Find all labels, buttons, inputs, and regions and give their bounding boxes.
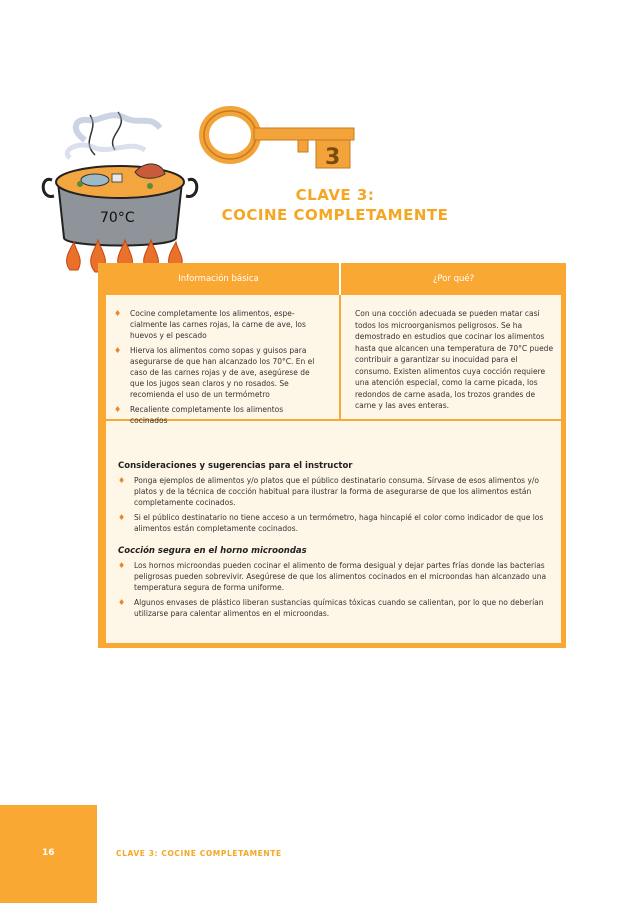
list-item: ♦ Hierva los alimentos como sopas y guisos para asegurarse de que han alcanzado los 70°C. En el caso de las carnes rojas y de ave, asegúrese de que los jugos sean claros y no rosados. Se recomienda el uso de un termómetro — [114, 346, 315, 399]
diamond-bullet-icon: ♦ — [118, 561, 126, 570]
footer-label: CLAVE 3: COCINE COMPLETAMENTE — [116, 849, 282, 858]
list-item: ♦ Algunos envases de plástico liberan sustancias químicas tóxicas cuando se calientan, por lo que no deberían utilizarse para calentar alimentos en el microondas. — [118, 598, 544, 618]
list-item: ♦ Los hornos microondas pueden cocinar el alimento de forma desigual y dejar partes frías donde las bacterias peligrosas pueden sobrevivir. Asegúrese de que los alimentos cocinados en el microondas han alcanzado una temperatura segura de forma uniforme. — [118, 561, 547, 592]
title-line-1: CLAVE 3: — [295, 186, 375, 204]
diamond-bullet-icon: ♦ — [114, 405, 122, 414]
key-icon — [198, 100, 363, 170]
diamond-bullet-icon: ♦ — [118, 598, 126, 607]
diamond-bullet-icon: ♦ — [114, 309, 122, 318]
list-item: ♦ Si el público destinatario no tiene acceso a un termómetro, haga hincapié el color como indicador de que los alimentos están completamente cocinados. — [118, 513, 544, 533]
diamond-bullet-icon: ♦ — [118, 513, 126, 522]
considerations-title: Consideraciones y sugerencias para el instructor — [118, 461, 353, 471]
basic-info-list — [114, 308, 322, 430]
list-item: ♦ Recaliente completamente los alimentos cocinados — [114, 405, 284, 425]
title-line-2: COCINE COMPLETAMENTE — [221, 206, 449, 224]
diamond-bullet-icon: ♦ — [118, 476, 126, 485]
cooking-pot-icon — [40, 110, 200, 280]
key-number: 3 — [325, 145, 341, 170]
header-por-que: ¿Por qué? — [432, 274, 475, 284]
microwave-title: Cocción segura en el horno microondas — [118, 546, 307, 556]
microwave-list — [118, 560, 550, 623]
page-number: 16 — [42, 848, 55, 858]
list-item: ♦ Cocine completamente los alimentos, espe-cialmente las carnes rojas, la carne de ave, los huevos y el pescado — [114, 309, 306, 340]
header-informacion-basica: Información básica — [178, 274, 259, 284]
temperature-label: 70°C — [100, 210, 135, 226]
why-text: Con una cocción adecuada se pueden matar casi todos los microorganismos peligrosos. Se ha demostrado en estudios que cocinar los alimentos hasta que alcancen una temperatura de 70°C puede contribuir a garantizar su inocuidad para el consumo. Existen alimentos cuya cocción requiere una atención especial, como la carne picada, los redondos de carne asada, los trozos grandes de carne y las aves enteras. — [355, 309, 554, 410]
list-item: ♦ Ponga ejemplos de alimentos y/o platos que el público destinatario consuma. Sírvase de esos alimentos y/o platos y de la técnica de cocción habitual para ilustrar la forma de asegurarse de que los alimentos están completamente cocinados. — [118, 476, 539, 507]
considerations-list — [118, 475, 550, 538]
diamond-bullet-icon: ♦ — [114, 346, 122, 355]
